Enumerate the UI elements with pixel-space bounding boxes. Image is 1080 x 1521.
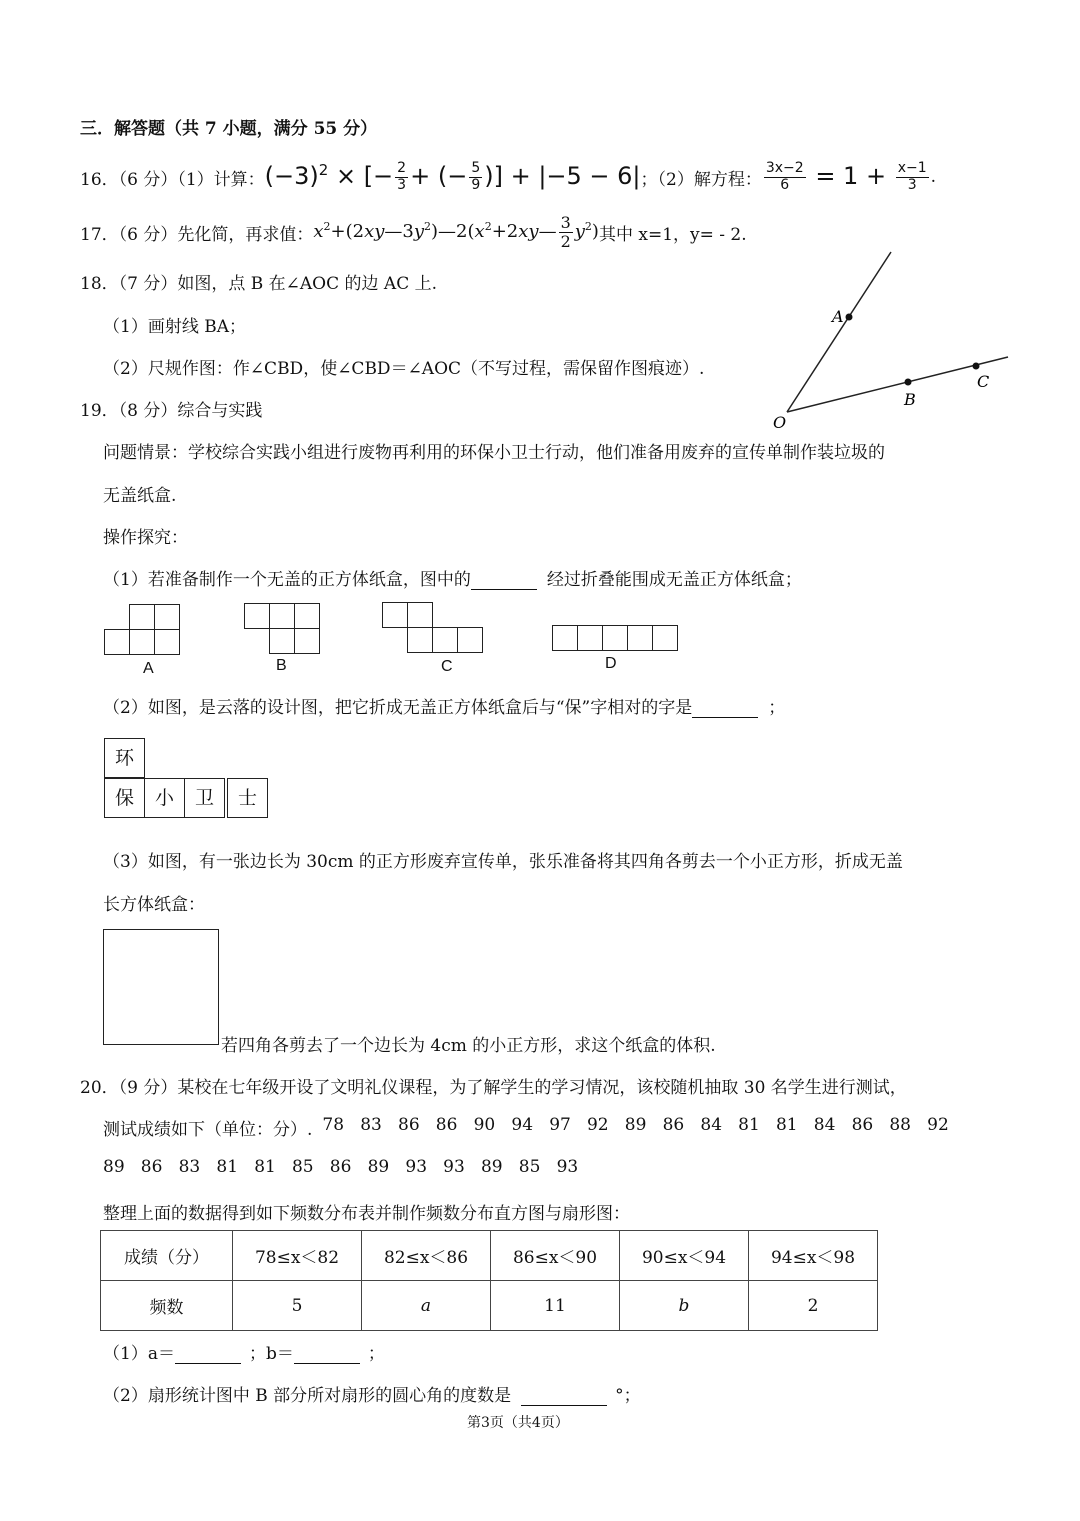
ray-oa <box>787 252 891 412</box>
q16-end: . <box>930 167 937 187</box>
table-header-cell: 82≤x＜86 <box>362 1231 491 1281</box>
table-header-row <box>101 1231 878 1281</box>
angle-blank[interactable] <box>521 1387 607 1406</box>
table-row <box>101 1281 878 1331</box>
label-c: C <box>977 372 990 391</box>
table-cell: 5 <box>233 1281 362 1331</box>
point-c <box>973 363 980 370</box>
q18-part1: （1）画射线 BA； <box>103 317 246 337</box>
point-a <box>846 314 853 321</box>
page-number: 第3页（共4页） <box>467 1415 569 1431</box>
answer-b-blank[interactable] <box>294 1345 360 1364</box>
q19-part1-a: （1）若准备制作一个无盖的正方体纸盒，图中的 <box>103 570 471 590</box>
frequency-table <box>100 1230 878 1331</box>
q20-part2-end: °； <box>615 1386 641 1406</box>
q20-organize: 整理上面的数据得到如下频数分布表并制作频数分布直方图与扇形图： <box>103 1204 630 1224</box>
table-cell: 频数 <box>101 1281 233 1331</box>
label-b: B <box>904 390 916 409</box>
table-header-cell: 94≤x＜98 <box>749 1231 878 1281</box>
q19-part1 <box>103 565 802 590</box>
q20-stem-line2 <box>103 1115 951 1140</box>
q20-part2-text: （2）扇形统计图中 B 部分所对扇形的圆心角的度数是 <box>103 1386 512 1406</box>
question-17 <box>80 210 747 254</box>
q20-part1-b: ；b＝ <box>248 1344 294 1364</box>
q19-part1-blank[interactable] <box>471 571 537 590</box>
answer-a-blank[interactable] <box>175 1345 241 1364</box>
q16-mid: ；（2）解方程： <box>640 169 762 190</box>
table-header-cell: 86≤x＜90 <box>491 1231 620 1281</box>
q17-suffix: 其中 x=1，y= - 2. <box>598 224 747 245</box>
char-bao: 保 <box>104 778 145 818</box>
net-a-label: A <box>143 660 154 677</box>
q20-part1-a: （1）a＝ <box>103 1344 175 1364</box>
q19-part2 <box>103 693 785 718</box>
q17-prefix: 17．（6 分）先化简，再求值： <box>80 224 314 245</box>
q19-intro-line1: 问题情景：学校综合实践小组进行废物再利用的环保小卫士行动，他们准备用废弃的宣传单制作装垃圾的 <box>103 443 885 463</box>
q20-part1 <box>103 1339 385 1364</box>
q19-intro-line2: 无盖纸盒. <box>103 486 177 506</box>
q19-part2-end: ； <box>768 698 786 718</box>
q19-explore: 操作探究： <box>103 528 188 548</box>
char-huan: 环 <box>104 738 145 778</box>
label-a: A <box>832 307 844 326</box>
square-sheet <box>103 929 219 1045</box>
section-title: 三．解答题（共 7 小题，满分 55 分） <box>80 119 378 139</box>
q20-data-row1: 78 83 86 86 90 94 97 92 89 86 84 81 81 84 86 88 92 <box>322 1115 949 1135</box>
q20-data-row2: 89 86 83 81 81 85 86 89 93 93 89 85 93 <box>103 1157 579 1177</box>
char-xiao: 小 <box>144 778 185 818</box>
table-header-cell: 90≤x＜94 <box>620 1231 749 1281</box>
table-cell: b <box>620 1281 749 1331</box>
q20-part1-end: ； <box>367 1344 385 1364</box>
angle-figure <box>760 240 1020 440</box>
table-header-cell: 成绩（分） <box>101 1231 233 1281</box>
q19-part2-blank[interactable] <box>692 699 758 718</box>
label-o: O <box>773 413 787 432</box>
q19-part3-line1: （3）如图，有一张边长为 30cm 的正方形废弃宣传单，张乐准备将其四角各剪去一个小正方形，折成无盖 <box>103 852 903 872</box>
char-shi: 士 <box>227 778 268 818</box>
question-16 <box>80 156 936 198</box>
table-cell: 11 <box>491 1281 620 1331</box>
q20-stem-line1: 20．（9 分）某校在七年级开设了文明礼仪课程，为了解学生的学习情况，该校随机抽取 30 名学生进行测试， <box>80 1078 907 1098</box>
q20-stem2: 测试成绩如下（单位：分）. <box>103 1120 313 1140</box>
q17-expression: $x^2+(2xy—3y^2)—2(x^2+2xy—$ $\frac{3}{2}$ $y^2$) <box>313 212 599 251</box>
q19-stem: 19．（8 分）综合与实践 <box>80 401 263 421</box>
net-c-label: C <box>441 658 453 675</box>
q20-part2 <box>103 1381 641 1406</box>
q18-stem: 18．（7 分）如图，点 B 在∠AOC 的边 AC 上. <box>80 274 438 294</box>
net-b-label: B <box>276 657 287 674</box>
char-wei: 卫 <box>184 778 225 818</box>
q18-part2: （2）尺规作图：作∠CBD，使∠CBD＝∠AOC（不写过程，需保留作图痕迹）. <box>103 359 705 379</box>
q16-prefix: 16．（6 分）（1）计算： <box>80 169 265 190</box>
q19-part1-b: 经过折叠能围成无盖正方体纸盒； <box>546 570 802 590</box>
table-header-cell: 78≤x＜82 <box>233 1231 362 1281</box>
table-cell: a <box>362 1281 491 1331</box>
q19-part2-text: （2）如图，是云落的设计图，把它折成无盖正方体纸盒后与“保”字相对的字是 <box>103 698 693 718</box>
table-cell: 2 <box>749 1281 878 1331</box>
net-d-label: D <box>605 655 617 672</box>
q19-part3-question: 若四角各剪去了一个边长为 4cm 的小正方形，求这个纸盒的体积. <box>221 1036 716 1056</box>
q16-expression: $(-3)^2$ × [− $\frac{2}{3}$ + (− $\frac{5}{9}$ )] + |−5 − 6| <box>264 160 641 193</box>
q16-equation: $\frac{3x-2}{6}$ = 1 + $\frac{x-1}{3}$ <box>765 160 927 193</box>
point-b <box>905 379 912 386</box>
q19-part3-line2: 长方体纸盒： <box>103 895 205 915</box>
